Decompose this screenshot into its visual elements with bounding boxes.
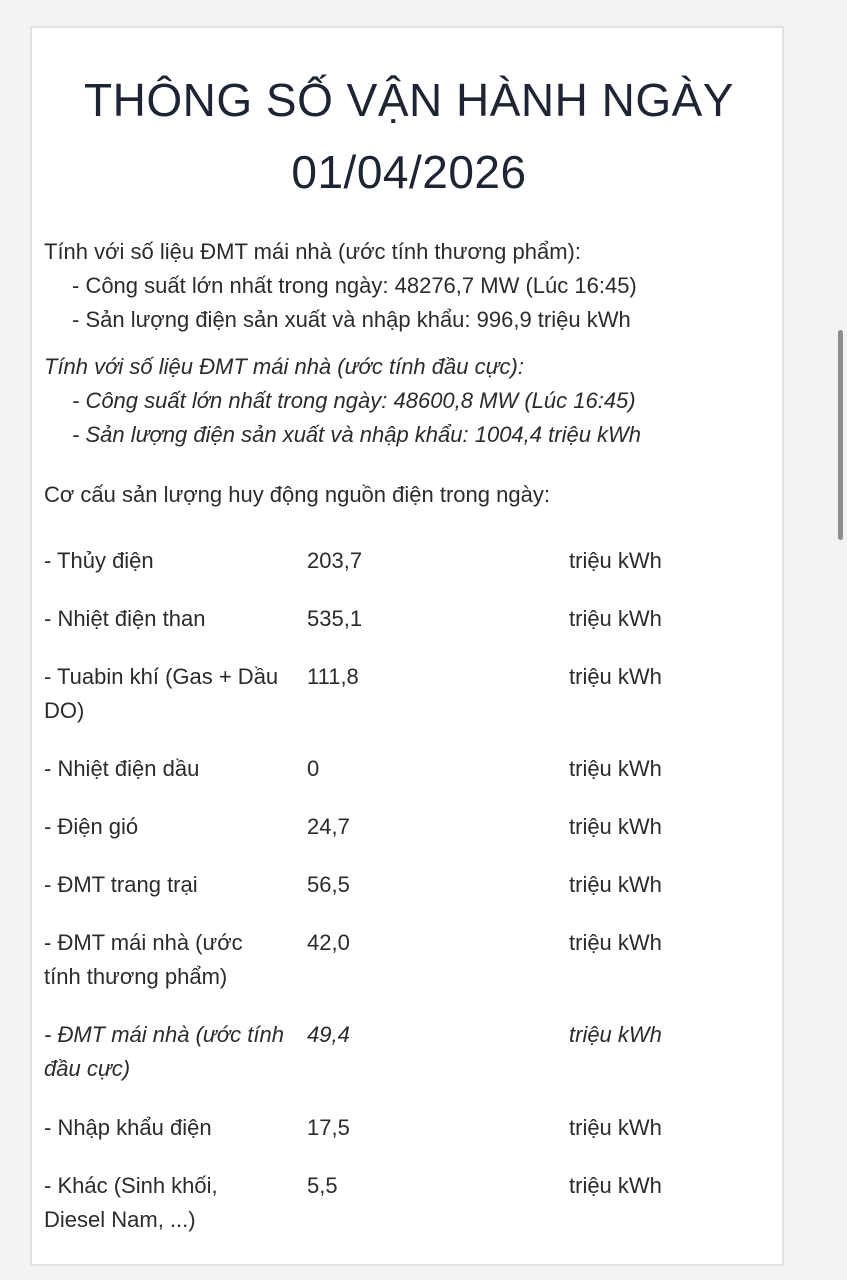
source-unit: triệu kWh <box>569 1022 662 1047</box>
source-value: 17,5 <box>307 1115 350 1140</box>
source-unit: triệu kWh <box>569 930 662 955</box>
commercial-section <box>44 235 637 337</box>
report-card <box>30 26 784 1266</box>
source-value: 5,5 <box>307 1173 338 1198</box>
source-unit: triệu kWh <box>569 756 662 781</box>
source-name: - Điện gió <box>44 814 139 839</box>
source-unit: triệu kWh <box>569 1173 662 1198</box>
title-line-2: 01/04/2026 <box>291 146 527 198</box>
terminal-section <box>44 350 641 452</box>
source-unit: triệu kWh <box>569 606 662 631</box>
page-title <box>32 64 786 208</box>
source-unit: triệu kWh <box>569 548 662 573</box>
source-name: - Nhiệt điện than <box>44 606 206 631</box>
source-value: 0 <box>307 756 320 781</box>
commercial-output: - Sản lượng điện sản xuất và nhập khẩu: 996,9 triệu kWh <box>72 307 631 332</box>
source-value: 49,4 <box>307 1022 350 1047</box>
structure-heading: Cơ cấu sản lượng huy động nguồn điện trong ngày: <box>44 482 550 507</box>
source-name: - Khác (Sinh khối, Diesel Nam, ...) <box>44 1173 218 1232</box>
source-value: 42,0 <box>307 930 350 955</box>
scrollbar[interactable] <box>838 330 843 540</box>
source-name: - Nhập khẩu điện <box>44 1115 212 1140</box>
source-value: 111,8 <box>307 664 359 689</box>
source-unit: triệu kWh <box>569 664 662 689</box>
source-name: - ĐMT mái nhà (ước tính đầu cực) <box>44 1022 284 1081</box>
commercial-max-capacity: - Công suất lớn nhất trong ngày: 48276,7 MW (Lúc 16:45) <box>72 273 637 298</box>
source-name: - Thủy điện <box>44 548 154 573</box>
source-value: 535,1 <box>307 606 363 631</box>
source-name: - Tuabin khí (Gas + Dầu DO) <box>44 664 279 723</box>
terminal-header: Tính với số liệu ĐMT mái nhà (ước tính đầu cực): <box>44 354 524 379</box>
source-name: - Nhiệt điện dầu <box>44 756 200 781</box>
source-value: 24,7 <box>307 814 350 839</box>
source-unit: triệu kWh <box>569 1115 662 1140</box>
terminal-max-capacity: - Công suất lớn nhất trong ngày: 48600,8 MW (Lúc 16:45) <box>72 388 636 413</box>
source-value: 56,5 <box>307 872 350 897</box>
title-line-1: THÔNG SỐ VẬN HÀNH NGÀY <box>84 74 734 126</box>
terminal-output: - Sản lượng điện sản xuất và nhập khẩu: 1004,4 triệu kWh <box>72 422 642 447</box>
source-name: - ĐMT trang trại <box>44 872 198 897</box>
source-value: 203,7 <box>307 548 363 573</box>
source-unit: triệu kWh <box>569 872 662 897</box>
source-unit: triệu kWh <box>569 814 662 839</box>
commercial-header: Tính với số liệu ĐMT mái nhà (ước tính thương phẩm): <box>44 239 581 264</box>
source-name: - ĐMT mái nhà (ước tính thương phẩm) <box>44 930 243 989</box>
